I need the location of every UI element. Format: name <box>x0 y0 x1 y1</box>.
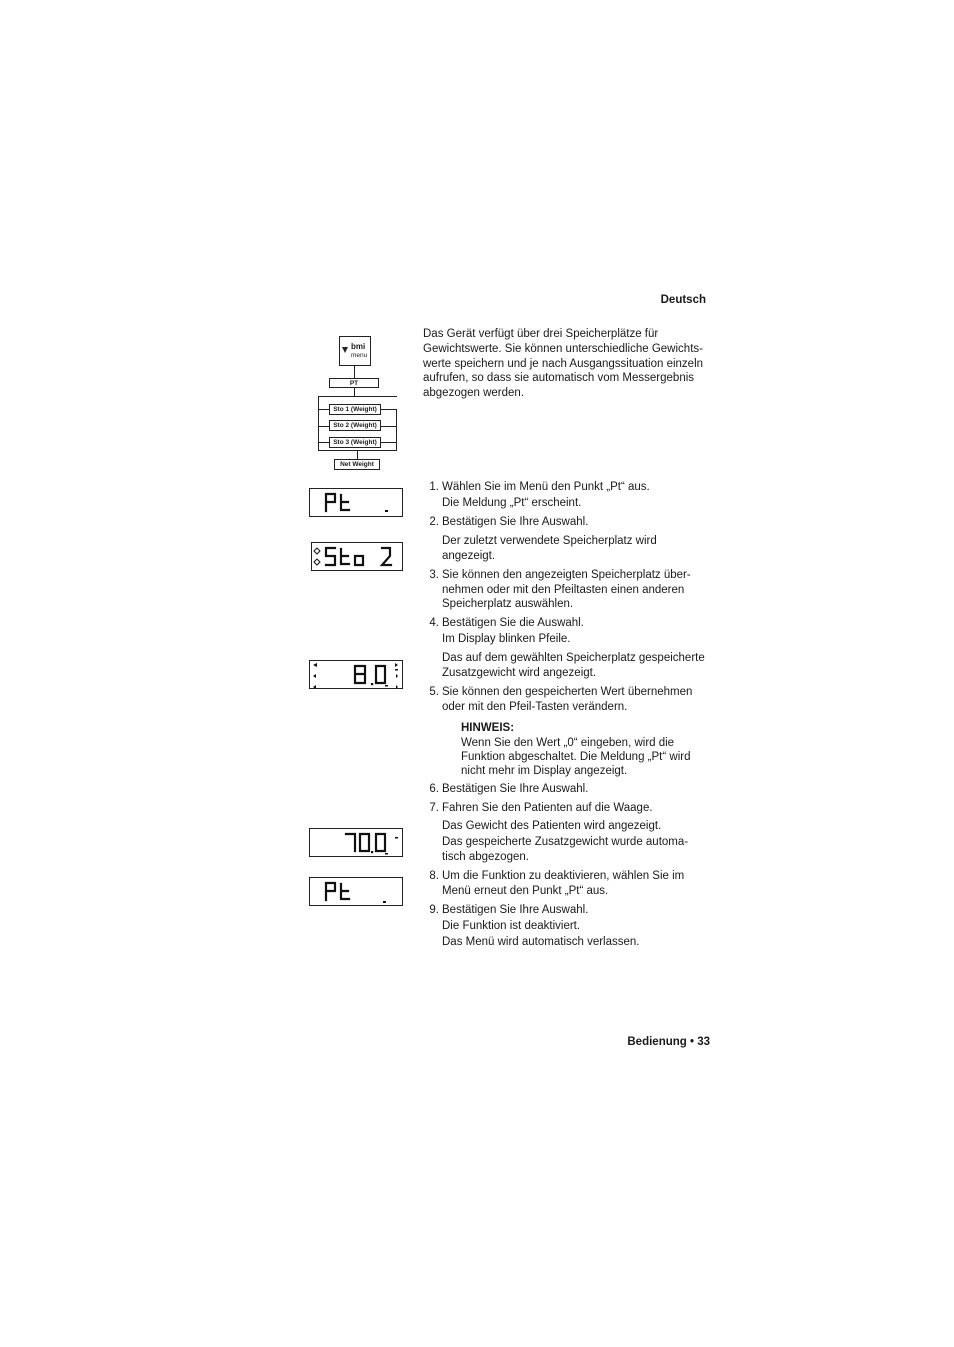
lcd-display-70-0 <box>309 828 403 857</box>
lcd-segments-8-0 <box>310 661 404 690</box>
lcd-segments-pt <box>310 489 404 518</box>
lcd-display-8-0 <box>309 660 403 689</box>
diagram-net-weight-box: Net Weight <box>334 459 380 470</box>
page-footer: Bedienung • 33 <box>627 1036 710 1048</box>
diagram-sto1-box: Sto 1 (Weight) <box>329 404 381 415</box>
lcd-display-sto2 <box>311 542 403 571</box>
diagram-pt-box: PT <box>329 378 379 388</box>
intro-paragraph: Das Gerät verfügt über drei Speicherplätze für Gewichtswerte. Sie können unterschiedliche Gewichts-werte speichern und je nach Ausgangssituation einzeln aufrufen, so dass sie automatisch vom Messergebnis abgezogen werden. <box>423 328 704 400</box>
diagram-sto3-box: Sto 3 (Weight) <box>329 437 381 448</box>
key-menu-label: menu <box>351 352 368 359</box>
lcd-segments-sto2 <box>312 543 404 572</box>
lcd-segments-pt-final <box>310 878 404 907</box>
lcd-display-pt-final <box>309 877 403 906</box>
lcd-segments-70-0 <box>310 829 404 858</box>
arrow-down-icon <box>342 347 348 353</box>
section-title: Deutsch <box>660 294 706 306</box>
key-bmi-label: bmi <box>351 342 366 351</box>
note-title: HINWEIS: <box>461 722 515 734</box>
diagram-sto2-box: Sto 2 (Weight) <box>329 420 381 431</box>
lcd-display-pt <box>309 488 403 517</box>
bmi-menu-key <box>339 336 371 366</box>
note-body: Wenn Sie den Wert „0“ eingeben, wird die Funktion abgeschaltet. Die Meldung „Pt“ wird nicht mehr im Display angezeigt. <box>461 737 691 777</box>
